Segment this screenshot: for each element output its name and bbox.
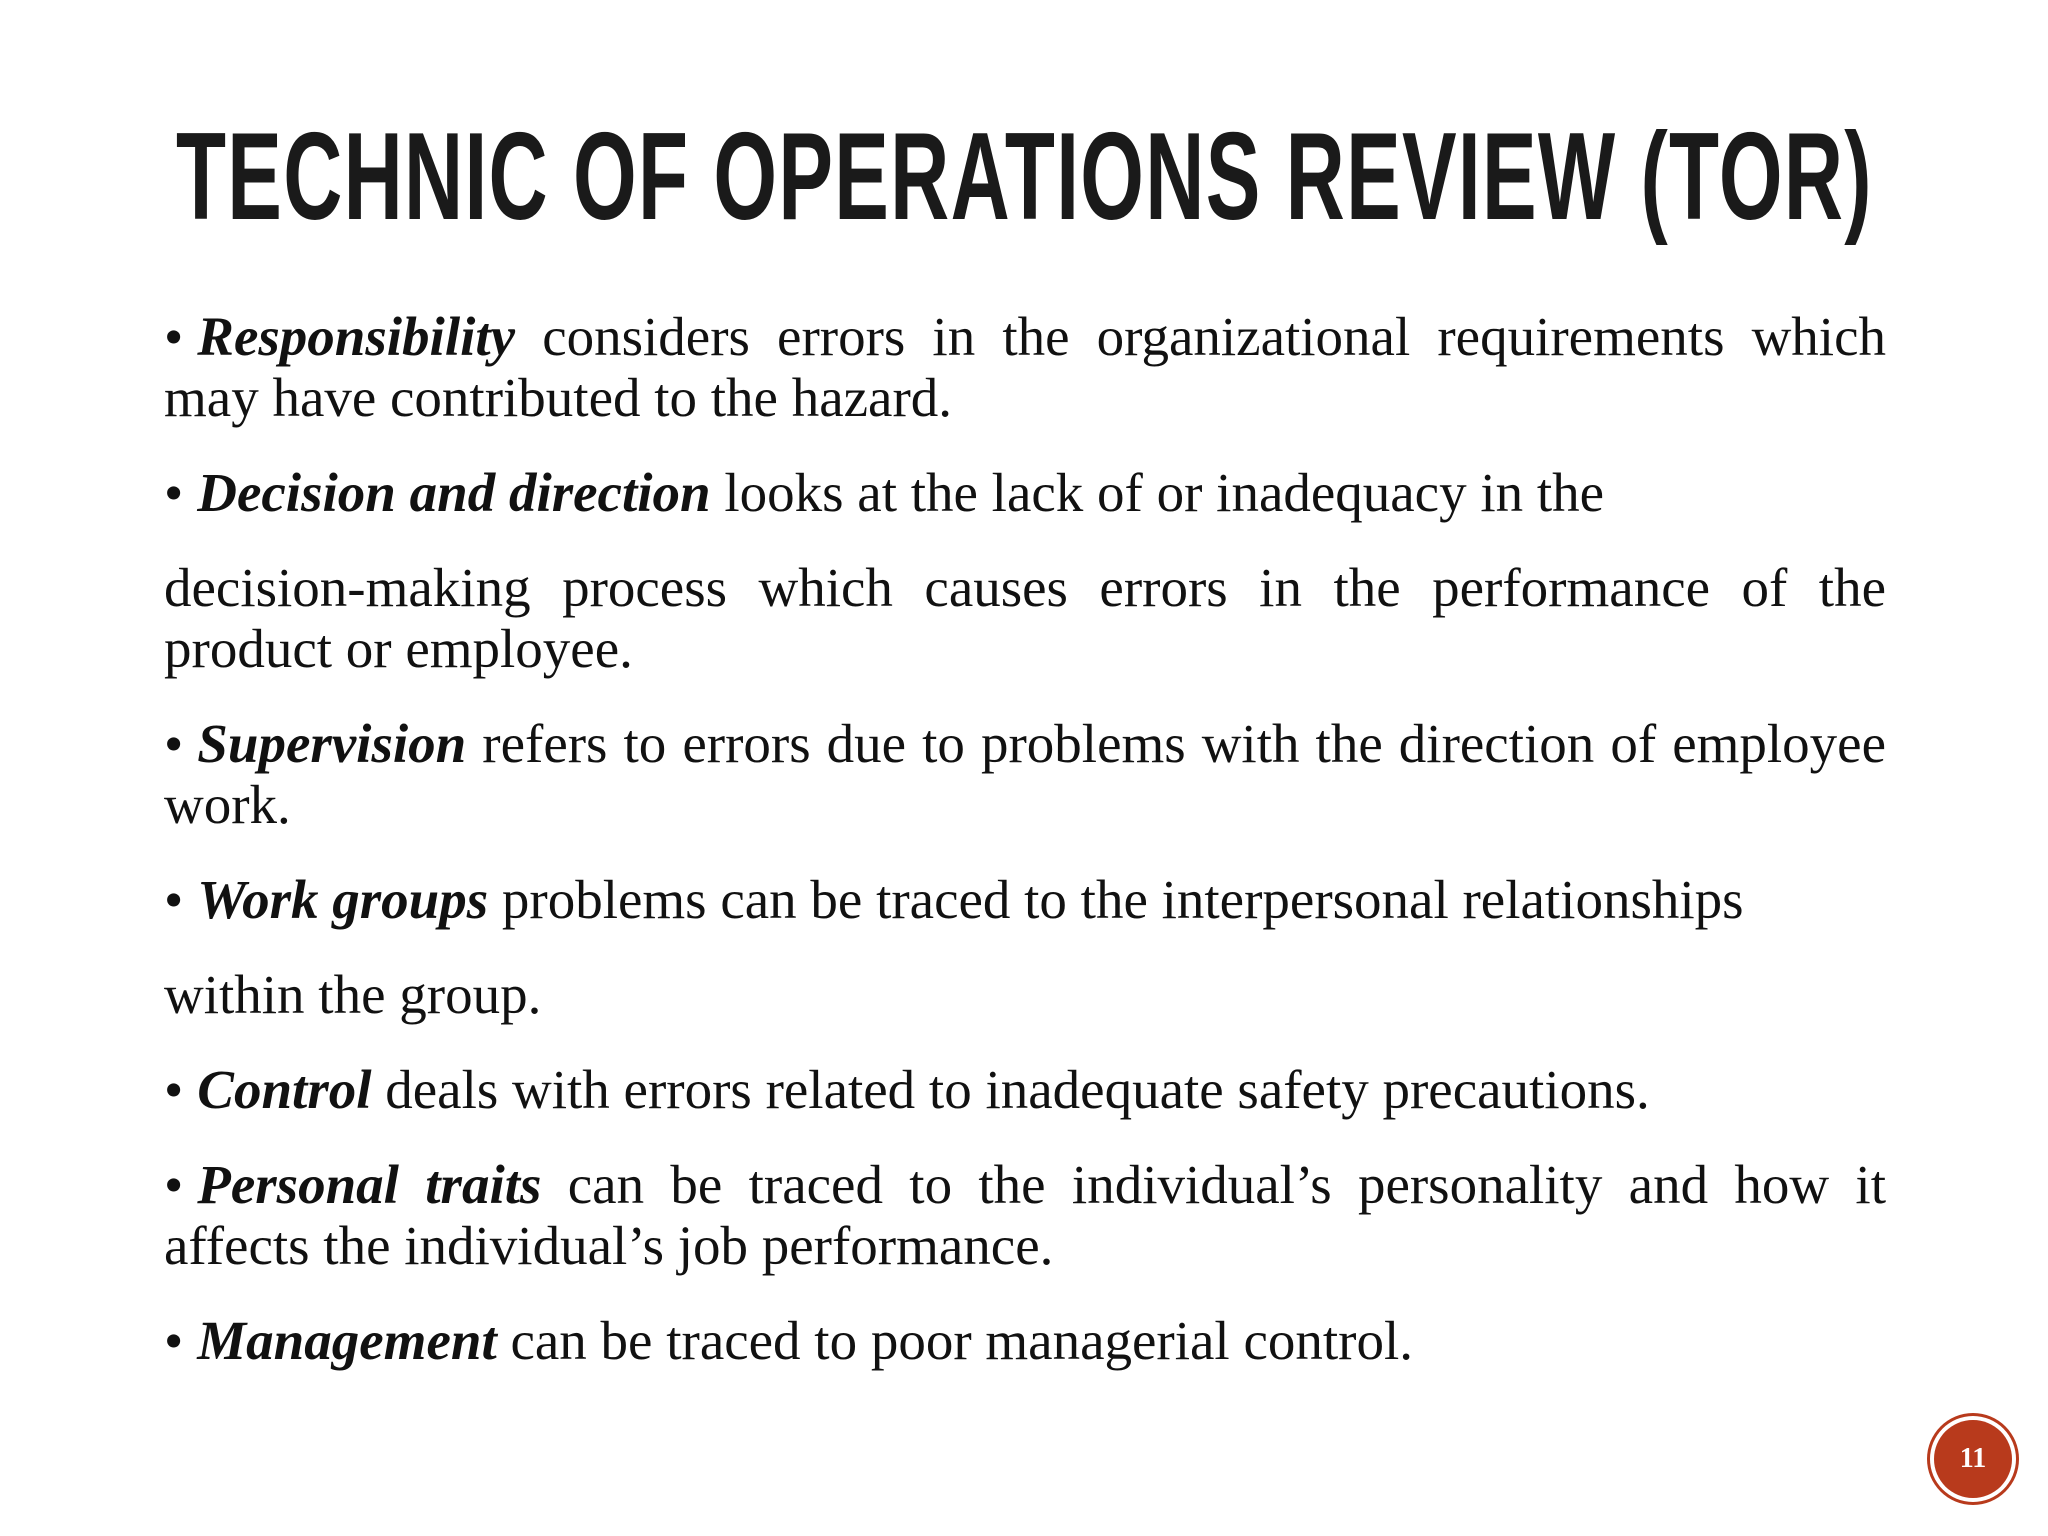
term: Control <box>197 1059 372 1120</box>
paragraph-responsibility <box>164 306 1886 428</box>
term: Responsibility <box>197 306 516 367</box>
paragraph-text: deals with errors related to inadequate safety precautions. <box>371 1059 1650 1120</box>
page-number-badge <box>1934 1420 2012 1498</box>
paragraph-decision-continued <box>164 557 1886 679</box>
term: Supervision <box>197 713 467 774</box>
term: Personal traits <box>197 1154 542 1215</box>
bullet: • <box>164 1059 184 1120</box>
term: Decision and direction <box>197 462 711 523</box>
bullet: • <box>164 869 184 930</box>
bullet: • <box>164 713 184 774</box>
paragraph-control <box>164 1059 1886 1120</box>
paragraph-management <box>164 1310 1886 1371</box>
paragraph-text: can be traced to the individual’s personality and how it affects the individual’s job performance. <box>164 1154 1886 1276</box>
paragraph-text: problems can be traced to the interpersonal relationships <box>488 869 1744 930</box>
term: Work groups <box>197 869 489 930</box>
bullet: • <box>164 462 184 523</box>
paragraph-text: can be traced to poor managerial control. <box>496 1310 1413 1371</box>
paragraph-decision-and-direction <box>164 462 1886 523</box>
page-number: 11 <box>1959 1443 1987 1474</box>
slide-title: TECHNIC OF OPERATIONS REVIEW (TOR) <box>176 108 1873 246</box>
paragraph-personal-traits <box>164 1154 1886 1276</box>
bullet: • <box>164 306 184 367</box>
paragraph-work-groups-continued <box>164 964 1886 1025</box>
bullet: • <box>164 1310 184 1371</box>
paragraph-text: refers to errors due to problems with the direction of employee work. <box>164 713 1886 835</box>
paragraph-text: looks at the lack of or inadequacy in the <box>710 462 1605 523</box>
term: Management <box>197 1310 497 1371</box>
paragraph-text: considers errors in the organizational requirements which may have contributed to the hazard. <box>164 306 1886 428</box>
paragraph-text: decision-making process which causes errors in the performance of the product or employee. <box>164 557 1886 679</box>
paragraph-work-groups <box>164 869 1886 930</box>
slide-body <box>164 306 1886 1405</box>
bullet: • <box>164 1154 184 1215</box>
paragraph-supervision <box>164 713 1886 835</box>
paragraph-text: within the group. <box>164 964 542 1025</box>
